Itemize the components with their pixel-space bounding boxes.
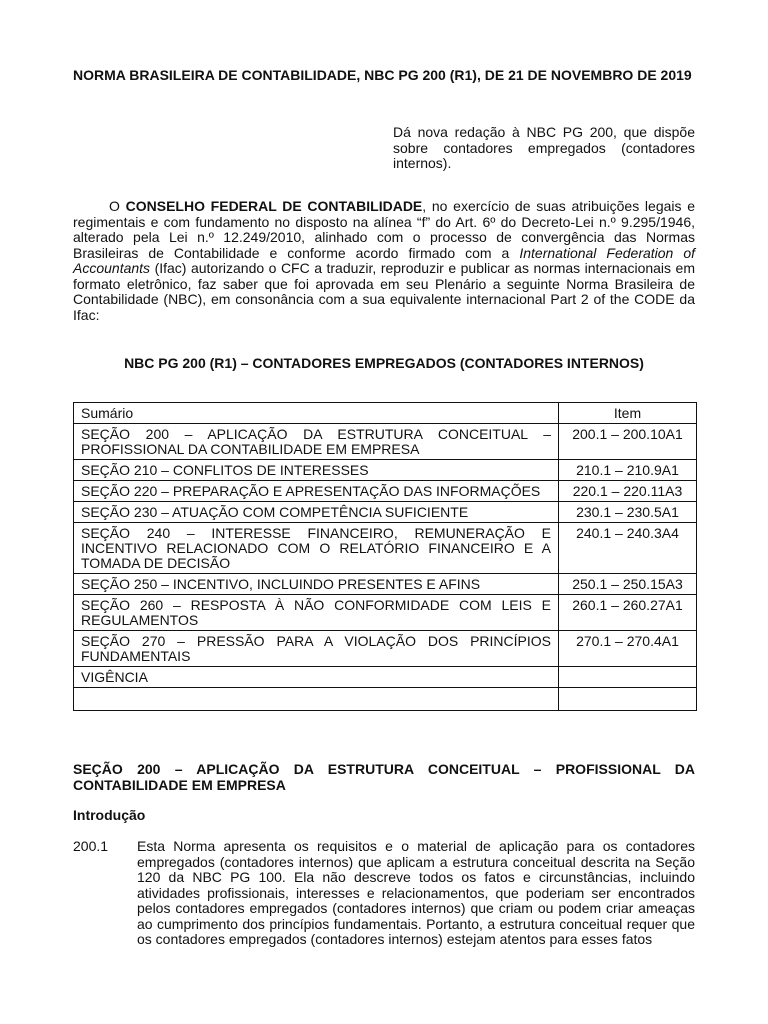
- preamble-paragraph: [73, 199, 695, 323]
- preamble-text-2: (Ifac) autorizando o CFC a traduzir, reproduzir e publicar as normas internacionais em formato eletrônico, faz saber que foi aprovada em seu Plenário a seguinte Norma Brasileira de Contabilidade (NBC), em consonância com a sua equivalente internacional Part 2 of the CODE da Ifac:: [73, 260, 695, 323]
- table-row: [74, 688, 697, 711]
- table-row: [74, 574, 697, 595]
- header-section-cell: Sumário: [74, 403, 559, 424]
- item-cell: 270.1 – 270.4A1: [559, 631, 697, 667]
- paragraph-text: Esta Norma apresenta os requisitos e o material de aplicação para os contadores empregados (contadores internos) que aplicam a estrutura conceitual descrita na Seção 120 da NBC PG 100. Ela não descreve todos os fatos e circunstâncias, incluindo atividades profissionais, interesses e relacionamentos, que poderiam ser encontrados pelos contadores empregados (contadores internos) que criam ou podem criar ameaças ao cumprimento dos princípios fundamentais. Portanto, a estrutura conceitual requer que os contadores empregados (contadores internos) estejam atentos para esses fatos: [137, 838, 695, 947]
- section-cell: SEÇÃO 220 – PREPARAÇÃO E APRESENTAÇÃO DAS INFORMAÇÕES: [74, 481, 559, 502]
- preamble-lead: O: [109, 198, 120, 214]
- summary-table: [73, 402, 697, 711]
- section-cell: VIGÊNCIA: [74, 667, 559, 688]
- document-title: NORMA BRASILEIRA DE CONTABILIDADE, NBC PG 200 (R1), DE 21 DE NOVEMBRO DE 2019: [73, 67, 692, 83]
- item-cell: 220.1 – 220.11A3: [559, 481, 697, 502]
- ementa-paragraph: Dá nova redação à NBC PG 200, que dispõe sobre contadores empregados (contadores internos).: [393, 124, 695, 171]
- section-cell: SEÇÃO 210 – CONFLITOS DE INTERESSES: [74, 460, 559, 481]
- item-cell: 230.1 – 230.5A1: [559, 502, 697, 523]
- item-cell: 200.1 – 200.10A1: [559, 424, 697, 460]
- item-cell: 240.1 – 240.3A4: [559, 523, 697, 574]
- table-header-row: [74, 403, 697, 424]
- paragraph-number: 200.1: [73, 838, 109, 854]
- intro-heading: Introdução: [73, 807, 146, 823]
- item-cell: [559, 667, 697, 688]
- section-cell: SEÇÃO 200 – APLICAÇÃO DA ESTRUTURA CONCEITUAL – PROFISSIONAL DA CONTABILIDADE EM EMPRESA: [74, 424, 559, 460]
- table-row: [74, 523, 697, 574]
- section-heading: SEÇÃO 200 – APLICAÇÃO DA ESTRUTURA CONCEITUAL – PROFISSIONAL DA CONTABILIDADE EM EMPRESA: [73, 761, 695, 793]
- norm-heading: NBC PG 200 (R1) – CONTADORES EMPREGADOS (CONTADORES INTERNOS): [124, 355, 644, 371]
- section-cell: SEÇÃO 270 – PRESSÃO PARA A VIOLAÇÃO DOS PRINCÍPIOS FUNDAMENTAIS: [74, 631, 559, 667]
- header-item-cell: Item: [559, 403, 697, 424]
- item-cell: 210.1 – 210.9A1: [559, 460, 697, 481]
- item-cell: 250.1 – 250.15A3: [559, 574, 697, 595]
- table-row: [74, 502, 697, 523]
- table-row: [74, 667, 697, 688]
- section-cell: SEÇÃO 230 – ATUAÇÃO COM COMPETÊNCIA SUFICIENTE: [74, 502, 559, 523]
- item-cell: [559, 688, 697, 711]
- section-cell: SEÇÃO 240 – INTERESSE FINANCEIRO, REMUNERAÇÃO E INCENTIVO RELACIONADO COM O RELATÓRIO FINANCEIRO E A TOMADA DE DECISÃO: [74, 523, 559, 574]
- council-name: CONSELHO FEDERAL DE CONTABILIDADE: [125, 198, 423, 214]
- section-cell: SEÇÃO 260 – RESPOSTA À NÃO CONFORMIDADE COM LEIS E REGULAMENTOS: [74, 595, 559, 631]
- table-row: [74, 631, 697, 667]
- preamble-text-1: , no exercício de suas atribuições legais e regimentais e com fundamento no disposto na alínea “f” do Art. 6º do Decreto-Lei n.º 9.295/1946, alterado pela Lei n.º 12.249/2010, alinhado com o processo de convergência das Normas Brasileiras de Contabilidade e conforme acordo firmado com a: [73, 198, 696, 261]
- section-cell: [74, 688, 559, 711]
- table-row: [74, 595, 697, 631]
- section-cell: SEÇÃO 250 – INCENTIVO, INCLUINDO PRESENTES E AFINS: [74, 574, 559, 595]
- ifac-name: International Federation of Accountants: [73, 244, 696, 276]
- item-cell: 260.1 – 260.27A1: [559, 595, 697, 631]
- table-row: [74, 481, 697, 502]
- table-row: [74, 424, 697, 460]
- table-row: [74, 460, 697, 481]
